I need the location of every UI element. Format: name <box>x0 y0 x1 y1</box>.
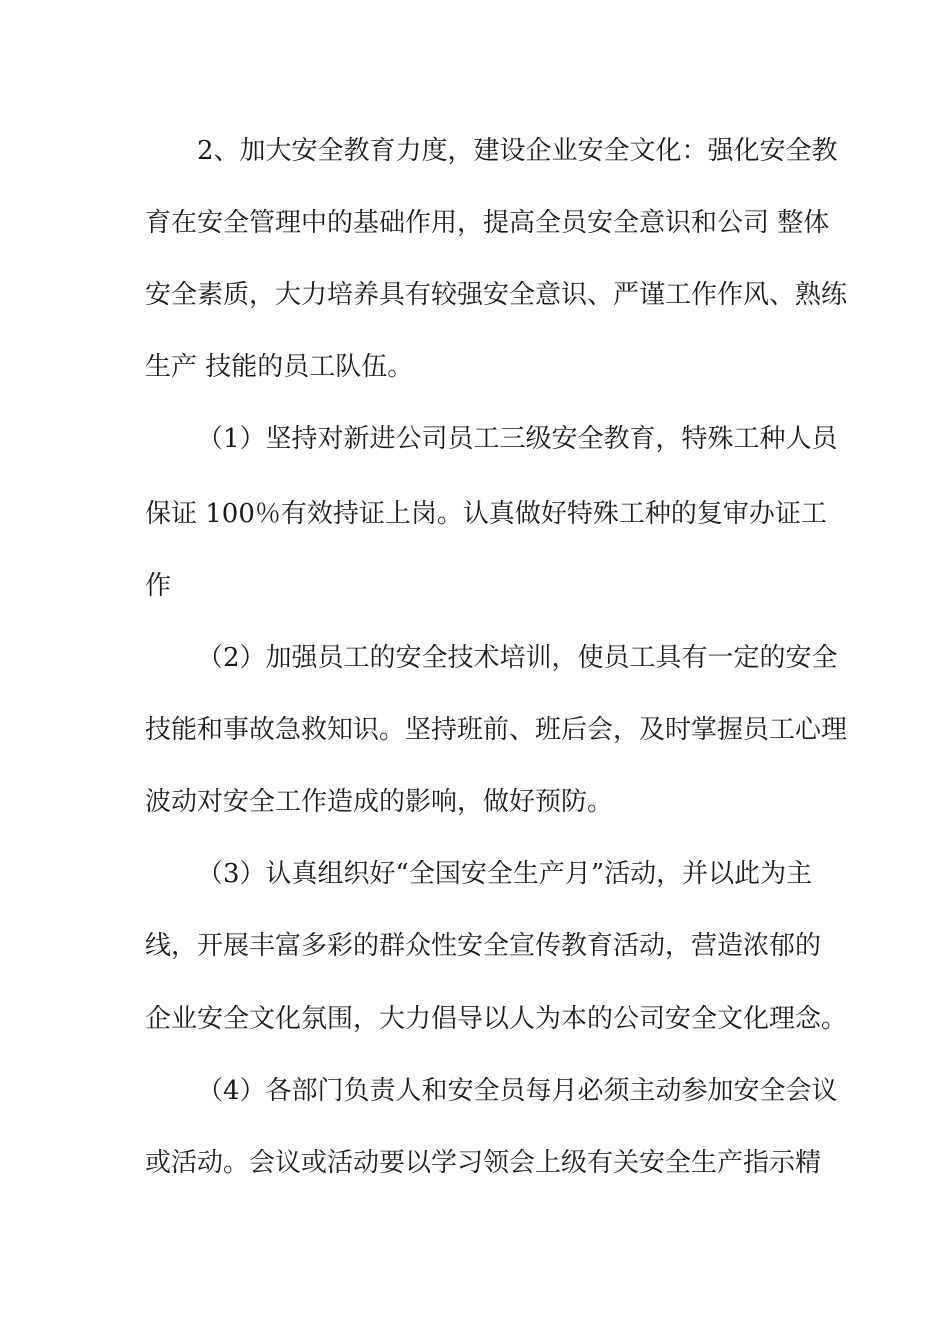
paragraph-line: 技能和事故急救知识。坚持班前、班后会，及时掌握员工心理 <box>145 715 848 745</box>
paragraph-line: 企业安全文化氛围，大力倡导以人为本的公司安全文化理念。 <box>145 1004 848 1034</box>
paragraph-line: （2）加强员工的安全技术培训，使员工具有一定的安全 <box>197 643 838 673</box>
paragraph-line: 或活动。会议或活动要以学习领会上级有关安全生产指示精 <box>145 1148 822 1178</box>
paragraph-line: 安全素质，大力培养具有较强安全意识、严谨工作作风、熟练 <box>145 280 848 310</box>
paragraph-line: 生产 技能的员工队伍。 <box>145 352 414 382</box>
paragraph-line: 2、加大安全教育力度，建设企业安全文化：强化安全教 <box>197 136 838 166</box>
paragraph-line: 线，开展丰富多彩的群众性安全宣传教育活动，营造浓郁的 <box>145 931 822 961</box>
paragraph-line: 育在安全管理中的基础作用，提高全员安全意识和公司 整体 <box>145 208 830 238</box>
paragraph-line: （1）坚持对新进公司员工三级安全教育，特殊工种人员 <box>197 424 838 454</box>
paragraph-line: 波动对安全工作造成的影响，做好预防。 <box>145 787 614 817</box>
paragraph-line: （3）认真组织好“全国安全生产月”活动，并以此为主 <box>197 859 813 889</box>
paragraph-line: （4）各部门负责人和安全员每月必须主动参加安全会议 <box>197 1076 838 1106</box>
paragraph-line: 作 <box>145 571 172 601</box>
paragraph-line: 保证 100％有效持证上岗。认真做好特殊工种的复审办证工 <box>145 499 827 529</box>
